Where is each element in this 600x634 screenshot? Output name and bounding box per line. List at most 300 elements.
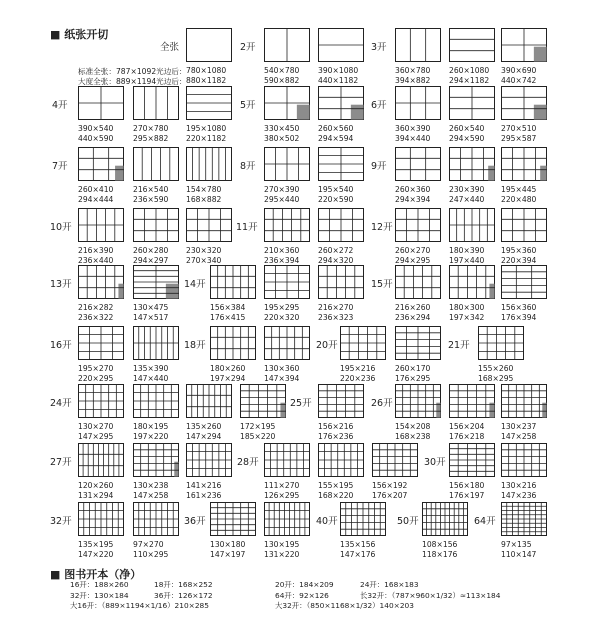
folding-diagram (501, 384, 547, 418)
size-caption (318, 422, 353, 441)
sheet-division-diagram (78, 147, 124, 181)
folding-diagram (501, 443, 547, 477)
size-caption-line: 390×690 (501, 66, 537, 75)
fold-count-label: 5开 (240, 100, 256, 111)
fold-count-label: 6开 (371, 100, 387, 111)
folding-diagram (264, 326, 310, 360)
size-caption-line: 295×440 (264, 194, 300, 204)
standard-note-2: 大度全张：889×1194光边后： (78, 76, 187, 86)
size-caption-line: 147×440 (133, 373, 169, 383)
size-caption-line: 230×390 (449, 185, 485, 194)
waste-area (118, 284, 123, 299)
folding-diagram (186, 443, 232, 477)
fold-count-label: 64开 (474, 516, 496, 527)
folding-diagram (186, 28, 232, 62)
folding-diagram (264, 86, 310, 120)
folding-diagram (78, 208, 124, 242)
sheet-division-diagram (395, 147, 441, 181)
folding-diagram (395, 384, 441, 418)
folding-diagram (264, 208, 310, 242)
size-caption-line: 147×258 (501, 431, 537, 441)
size-caption (449, 124, 484, 143)
size-caption (133, 246, 168, 265)
sheet-division-diagram (318, 208, 364, 242)
size-caption-line: 294×320 (318, 255, 354, 265)
size-caption-line: 216×260 (395, 303, 431, 312)
size-caption (78, 422, 113, 441)
waste-area (489, 403, 494, 418)
size-caption-line: 195×445 (501, 185, 537, 194)
sheet-division-diagram (449, 208, 495, 242)
size-caption-line: 440×742 (501, 75, 537, 85)
section-title-paper-cut (50, 26, 108, 42)
sheet-division-diagram (78, 86, 124, 120)
folding-diagram (264, 443, 310, 477)
size-caption-line: 220×480 (501, 194, 537, 204)
folding-diagram (78, 326, 124, 360)
size-caption-line: 130×475 (133, 303, 169, 312)
folding-diagram (210, 502, 256, 536)
size-caption-line: 270×390 (264, 185, 300, 194)
folding-diagram (264, 147, 310, 181)
fold-count-label: 11开 (236, 222, 258, 233)
size-caption-line: 154×208 (395, 422, 431, 431)
size-caption (318, 303, 353, 322)
size-caption-line: 161×236 (186, 490, 222, 500)
size-caption (449, 246, 484, 265)
book-size-cell: 24开：168×183 (360, 580, 419, 589)
size-caption (133, 185, 168, 204)
size-caption (318, 185, 353, 204)
folding-diagram (318, 28, 364, 62)
sheet-division-diagram (501, 384, 547, 418)
book-size-cell: 大16开：（889×1194×1/16）210×285 (70, 601, 209, 610)
sheet-outline (319, 266, 364, 299)
fold-count-label: 50开 (397, 516, 419, 527)
size-caption-line: 111×270 (264, 481, 300, 490)
size-caption (133, 303, 168, 322)
folding-diagram (318, 384, 364, 418)
size-caption-line: 197×342 (449, 312, 485, 322)
sheet-division-diagram (186, 28, 232, 62)
size-caption-line: 168×220 (318, 490, 354, 500)
size-caption-line: 168×238 (395, 431, 431, 441)
sheet-division-diagram (501, 86, 547, 120)
size-caption (449, 481, 484, 500)
fold-count-label: 40开 (316, 516, 338, 527)
sheet-division-diagram (395, 326, 441, 360)
folding-diagram (264, 265, 310, 299)
size-caption (78, 303, 113, 322)
size-caption (395, 185, 430, 204)
size-caption (78, 481, 113, 500)
size-caption (449, 66, 489, 85)
sheet-division-diagram (78, 265, 124, 299)
size-caption-line: 216×540 (133, 185, 169, 194)
size-caption-line: 147×295 (78, 431, 114, 441)
waste-area (297, 105, 310, 120)
sheet-division-diagram (340, 502, 386, 536)
size-caption (133, 364, 168, 383)
size-caption-line: 172×195 (240, 422, 276, 431)
size-caption-line: 330×450 (264, 124, 300, 133)
size-caption-line: 147×517 (133, 312, 169, 322)
size-caption (395, 124, 430, 143)
folding-diagram (501, 28, 547, 62)
size-caption-line: 590×882 (264, 75, 300, 85)
sheet-division-diagram (501, 147, 547, 181)
size-caption-line: 197×220 (133, 431, 169, 441)
sheet-division-diagram (318, 265, 364, 299)
size-caption-line: 295×587 (501, 133, 537, 143)
size-caption-line: 360×390 (395, 124, 431, 133)
folding-diagram (133, 443, 179, 477)
folding-diagram (264, 28, 310, 62)
size-caption (186, 66, 226, 85)
size-caption-line: 197×440 (449, 255, 485, 265)
size-caption (501, 246, 536, 265)
size-caption (318, 124, 353, 143)
size-caption-line: 130×195 (264, 540, 300, 549)
size-caption-line: 220×236 (340, 373, 376, 383)
sheet-division-diagram (449, 443, 495, 477)
size-caption (210, 540, 245, 559)
size-caption-line: 260×170 (395, 364, 431, 373)
size-caption (186, 481, 221, 500)
size-caption-line: 540×780 (264, 66, 300, 75)
sheet-division-diagram (501, 208, 547, 242)
sheet-division-diagram (78, 208, 124, 242)
size-caption (264, 185, 299, 204)
sheet-division-diagram (78, 443, 124, 477)
waste-area (534, 105, 547, 120)
size-caption (318, 246, 353, 265)
size-caption-line: 176×207 (372, 490, 408, 500)
size-caption-line: 147×176 (340, 549, 376, 559)
folding-diagram (240, 384, 286, 418)
fold-count-label: 9开 (371, 161, 387, 172)
folding-diagram (501, 208, 547, 242)
size-caption-line: 168×295 (478, 373, 514, 383)
folding-diagram (318, 86, 364, 120)
size-caption-line: 180×300 (449, 303, 485, 312)
size-caption-line: 360×780 (395, 66, 431, 75)
size-caption (501, 303, 536, 322)
sheet-outline (450, 385, 495, 418)
sheet-division-diagram (501, 28, 547, 62)
standard-note-1: 标准全张：787×1092光边后： (78, 67, 187, 76)
fold-count-label: 24开 (50, 398, 72, 409)
folding-diagram (78, 147, 124, 181)
folding-diagram (186, 147, 232, 181)
fold-count-label: 14开 (184, 279, 206, 290)
folding-diagram (449, 28, 495, 62)
folding-diagram (340, 502, 386, 536)
waste-area (280, 403, 285, 418)
size-caption (478, 364, 513, 383)
size-caption (264, 303, 299, 322)
fold-count-label: 8开 (240, 161, 256, 172)
folding-diagram (186, 86, 232, 120)
size-caption (264, 364, 299, 383)
sheet-division-diagram (264, 326, 310, 360)
fold-count-label: 27开 (50, 457, 72, 468)
size-caption (501, 66, 536, 85)
fold-count-label: 16开 (50, 340, 72, 351)
size-caption (186, 246, 221, 265)
size-caption (318, 481, 353, 500)
size-caption-line: 147×258 (133, 490, 169, 500)
sheet-division-diagram (395, 265, 441, 299)
size-caption (133, 422, 168, 441)
book-size-cell: 长32开：（787×960×1/32）≈113×184 (360, 590, 501, 600)
sheet-outline (241, 385, 286, 418)
size-caption-line: 195×216 (340, 364, 376, 373)
size-caption-line: 195×540 (318, 185, 354, 194)
sheet-outline (450, 29, 495, 62)
folding-diagram (340, 326, 386, 360)
size-caption-line: 260×410 (78, 185, 114, 194)
sheet-outline (187, 29, 232, 62)
folding-diagram (210, 265, 256, 299)
size-caption-line: 260×270 (395, 246, 431, 255)
folding-diagram (264, 502, 310, 536)
square-bullet-icon: ■ (50, 568, 61, 581)
sheet-division-diagram (395, 86, 441, 120)
folding-diagram (186, 384, 232, 418)
sheet-outline (187, 148, 232, 181)
fold-count-label: 2开 (240, 42, 256, 53)
sheet-division-diagram (478, 326, 524, 360)
folding-diagram (478, 326, 524, 360)
size-caption-line: 156×216 (318, 422, 354, 431)
folding-diagram (133, 326, 179, 360)
size-caption-line: 130×270 (78, 422, 114, 431)
size-caption (78, 364, 113, 383)
sheet-division-diagram (133, 502, 179, 536)
size-caption-line: 380×502 (264, 133, 300, 143)
sheet-outline (396, 29, 441, 62)
section2-title-text: 图书开本（净） (64, 568, 142, 581)
size-caption (501, 540, 536, 559)
size-caption-line: 220×590 (318, 194, 354, 204)
fold-count-label: 12开 (371, 222, 393, 233)
sheet-division-diagram (395, 384, 441, 418)
sheet-division-diagram (264, 86, 310, 120)
fold-count-label: 26开 (371, 398, 393, 409)
size-caption (395, 303, 430, 322)
folding-diagram (449, 147, 495, 181)
size-caption (264, 66, 299, 85)
size-caption (395, 246, 430, 265)
size-caption-line: 155×260 (478, 364, 514, 373)
book-size-cell: 16开：188×260 (70, 580, 129, 589)
size-caption-line: 440×590 (78, 133, 114, 143)
size-caption (78, 185, 113, 204)
sheet-division-diagram (186, 443, 232, 477)
fold-count-label: 全张 (160, 42, 180, 53)
size-caption (501, 422, 536, 441)
sheet-division-diagram (133, 147, 179, 181)
size-caption-line: 120×260 (78, 481, 114, 490)
size-caption-line: 210×360 (264, 246, 300, 255)
sheet-division-diagram (318, 147, 364, 181)
folding-diagram (133, 502, 179, 536)
book-size-cell: 64开：92×126 (275, 590, 329, 600)
size-caption-line: 176×218 (449, 431, 485, 441)
size-caption-line: 176×415 (210, 312, 246, 322)
size-caption-line: 131×294 (78, 490, 114, 500)
fold-count-label: 36开 (184, 516, 206, 527)
folding-diagram (449, 384, 495, 418)
size-caption-line: 260×540 (449, 124, 485, 133)
folding-diagram (395, 86, 441, 120)
size-caption-line: 294×444 (78, 194, 114, 204)
size-caption-line: 260×280 (133, 246, 169, 255)
waste-area (542, 403, 546, 418)
standard-sheet-note (78, 67, 187, 86)
folding-diagram (449, 86, 495, 120)
size-caption (501, 481, 536, 500)
size-caption-line: 156×360 (501, 303, 537, 312)
size-caption-line: 141×216 (186, 481, 222, 490)
sheet-division-diagram (264, 208, 310, 242)
size-caption-line: 270×340 (186, 255, 222, 265)
folding-diagram (78, 443, 124, 477)
size-caption-line: 220×295 (78, 373, 114, 383)
waste-area (166, 284, 179, 299)
size-caption-line: 135×390 (133, 364, 169, 373)
sheet-division-diagram (264, 147, 310, 181)
size-caption (340, 364, 375, 383)
size-caption (395, 66, 430, 85)
size-caption (422, 540, 457, 559)
size-caption (186, 422, 221, 441)
size-caption (240, 422, 275, 441)
size-caption-line: 110×295 (133, 549, 169, 559)
size-caption (501, 185, 536, 204)
size-caption (186, 124, 226, 143)
size-caption (210, 364, 245, 383)
size-caption-line: 260×360 (395, 185, 431, 194)
waste-area (174, 462, 178, 477)
sheet-division-diagram (372, 443, 418, 477)
size-caption-line: 295×882 (133, 133, 169, 143)
size-caption (449, 422, 484, 441)
fold-count-label: 21开 (448, 340, 470, 351)
sheet-division-diagram (133, 384, 179, 418)
size-caption-line: 130×238 (133, 481, 169, 490)
book-size-cell: 32开：130×184 (70, 590, 129, 600)
folding-diagram (318, 265, 364, 299)
size-caption (395, 422, 430, 441)
size-caption (210, 303, 245, 322)
size-caption-line: 168×882 (186, 194, 222, 204)
folding-diagram (133, 86, 179, 120)
folding-diagram (501, 147, 547, 181)
size-caption-line: 108×156 (422, 540, 458, 549)
waste-area (488, 166, 494, 181)
folding-diagram (133, 147, 179, 181)
size-caption-line: 154×780 (186, 185, 222, 194)
book-size-row (70, 591, 590, 602)
size-caption-line: 294×590 (449, 133, 485, 143)
folding-diagram (422, 502, 468, 536)
size-caption-line: 236×323 (318, 312, 354, 322)
size-caption-line: 260×1080 (449, 66, 490, 75)
size-caption-line: 176×394 (501, 312, 537, 322)
sheet-division-diagram (240, 384, 286, 418)
size-caption-line: 236×322 (78, 312, 114, 322)
size-caption-line: 147×197 (210, 549, 246, 559)
size-caption-line: 97×135 (501, 540, 532, 549)
size-caption-line: 260×272 (318, 246, 354, 255)
fold-count-label: 10开 (50, 222, 72, 233)
folding-diagram (395, 265, 441, 299)
size-caption (395, 364, 430, 383)
folding-diagram (318, 208, 364, 242)
size-caption-line: 135×260 (186, 422, 222, 431)
sheet-division-diagram (186, 208, 232, 242)
folding-diagram (449, 265, 495, 299)
size-caption-line: 195×270 (78, 364, 114, 373)
folding-diagram (449, 208, 495, 242)
size-caption-line: 147×236 (501, 490, 537, 500)
sheet-outline (265, 209, 310, 242)
size-caption-line: 156×384 (210, 303, 246, 312)
waste-area (436, 403, 440, 418)
size-caption-line: 236×590 (133, 194, 169, 204)
size-caption-line: 236×440 (78, 255, 114, 265)
size-caption-line: 195×360 (501, 246, 537, 255)
folding-diagram (318, 443, 364, 477)
folding-diagram (372, 443, 418, 477)
size-caption-line: 294×297 (133, 255, 169, 265)
size-caption-line: 197×294 (210, 373, 246, 383)
fold-count-label: 4开 (52, 100, 68, 111)
fold-count-label: 28开 (237, 457, 259, 468)
fold-count-label: 32开 (50, 516, 72, 527)
sheet-division-diagram (449, 86, 495, 120)
folding-diagram (501, 502, 547, 536)
folding-diagram (501, 86, 547, 120)
size-caption-line: 247×440 (449, 194, 485, 204)
size-caption-line: 880×1182 (186, 75, 227, 85)
size-caption (318, 66, 358, 85)
fold-count-label: 18开 (184, 340, 206, 351)
size-caption-line: 176×197 (449, 490, 485, 500)
size-caption-line: 195×1080 (186, 124, 227, 133)
sheet-division-diagram (186, 384, 232, 418)
waste-area (489, 284, 494, 299)
size-caption-line: 110×147 (501, 549, 537, 559)
sheet-division-diagram (133, 326, 179, 360)
size-caption-line: 294×295 (395, 255, 431, 265)
sheet-division-diagram (449, 265, 495, 299)
sheet-division-diagram (449, 384, 495, 418)
sheet-division-diagram (133, 443, 179, 477)
size-caption-line: 294×1182 (449, 75, 490, 85)
size-caption-line: 394×882 (395, 75, 431, 85)
sheet-division-diagram (133, 208, 179, 242)
size-caption (186, 185, 221, 204)
size-caption-line: 180×260 (210, 364, 246, 373)
size-caption (78, 124, 113, 143)
size-caption-line: 147×294 (186, 431, 222, 441)
sheet-division-diagram (422, 502, 468, 536)
size-caption-line: 131×220 (264, 549, 300, 559)
size-caption-line: 147×220 (78, 549, 114, 559)
